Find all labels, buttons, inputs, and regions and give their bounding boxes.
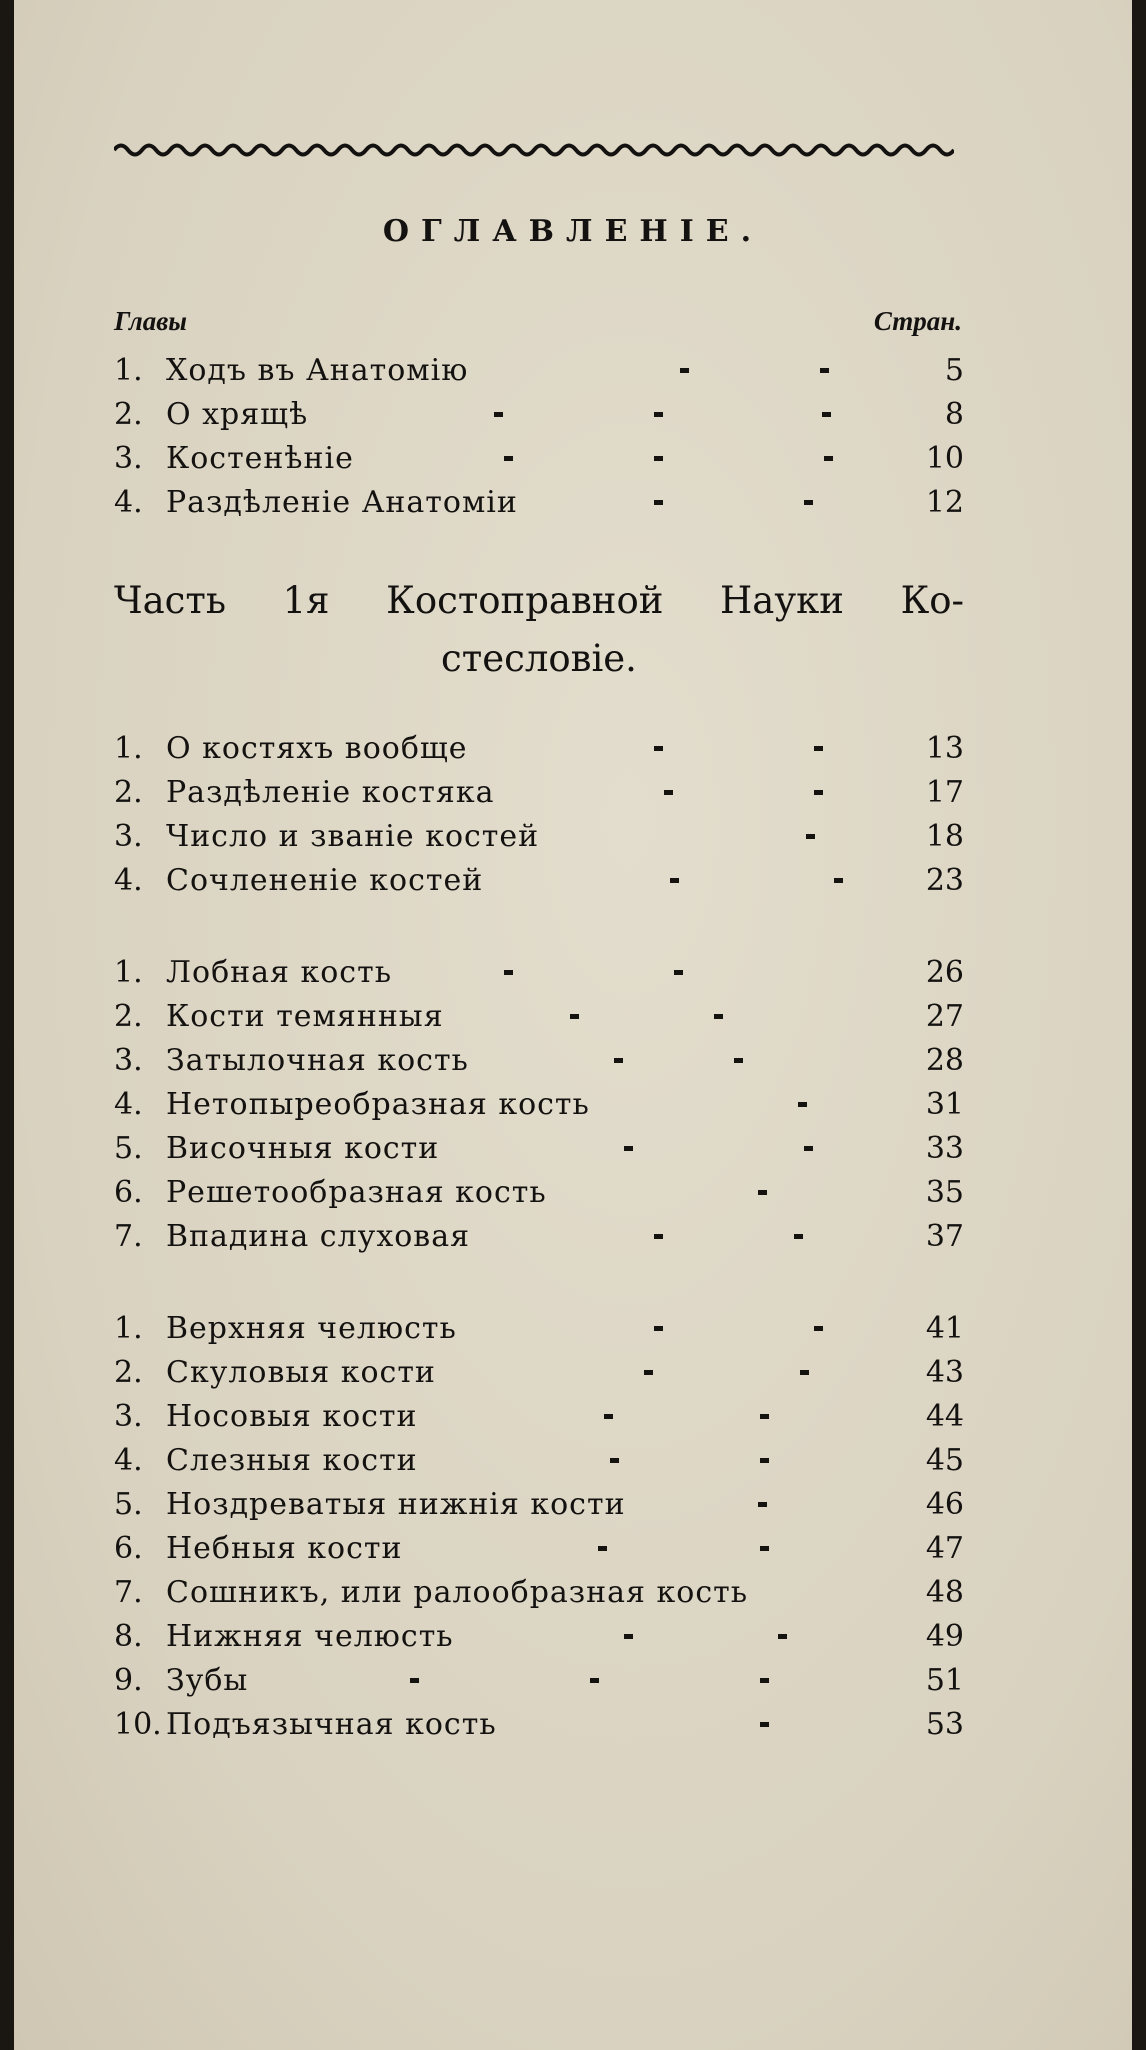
entry-number: 1. bbox=[114, 955, 143, 990]
toc-entry bbox=[114, 772, 964, 814]
entry-title: Нетопыреобразная кость bbox=[166, 1087, 590, 1122]
entry-number: 7. bbox=[114, 1575, 143, 1610]
entry-number: 9. bbox=[114, 1663, 143, 1698]
entry-number: 6. bbox=[114, 1175, 143, 1210]
toc-entry bbox=[114, 438, 964, 480]
toc-entry bbox=[114, 1660, 964, 1702]
entry-title: Впадина слуховая bbox=[166, 1219, 471, 1254]
entry-number: 6. bbox=[114, 1531, 143, 1566]
book-page bbox=[14, 0, 1132, 2050]
toc-entry bbox=[114, 1484, 964, 1526]
toc-entry bbox=[114, 996, 964, 1038]
entry-number: 7. bbox=[114, 1219, 143, 1254]
entry-title: Подъязычная кость bbox=[166, 1707, 497, 1742]
toc-entry bbox=[114, 816, 964, 858]
entry-number: 3. bbox=[114, 819, 143, 854]
toc-entry bbox=[114, 1704, 964, 1746]
decorative-rule bbox=[114, 136, 954, 164]
entry-page: 28 bbox=[925, 1043, 964, 1078]
entry-number: 2. bbox=[114, 1355, 143, 1390]
entry-number: 10. bbox=[114, 1707, 162, 1742]
chapters-column-label: Главы bbox=[114, 306, 188, 336]
entry-page: 49 bbox=[925, 1619, 964, 1654]
entry-title: Костенѣніе bbox=[166, 441, 354, 476]
entry-number: 5. bbox=[114, 1487, 143, 1522]
toc-entry bbox=[114, 1440, 964, 1482]
toc-entry bbox=[114, 1396, 964, 1438]
toc-entry bbox=[114, 1128, 964, 1170]
entry-title: Височныя кости bbox=[166, 1131, 440, 1166]
entry-title: Сошникъ, или ралообразная кость bbox=[166, 1575, 749, 1610]
page-heading: ОГЛАВЛЕНІЕ. bbox=[382, 214, 764, 249]
entry-page: 43 bbox=[925, 1355, 964, 1390]
entry-page: 10 bbox=[925, 441, 964, 476]
entry-title: Носовыя кости bbox=[166, 1399, 418, 1434]
entry-title: Зубы bbox=[166, 1663, 249, 1698]
entry-number: 5. bbox=[114, 1131, 143, 1166]
entry-page: 8 bbox=[944, 397, 964, 432]
entry-number: 4. bbox=[114, 1443, 143, 1478]
entry-number: 4. bbox=[114, 863, 143, 898]
toc-entry bbox=[114, 1528, 964, 1570]
entry-page: 45 bbox=[925, 1443, 964, 1478]
entry-title: Слезныя кости bbox=[166, 1443, 418, 1478]
toc-entry bbox=[114, 1172, 964, 1214]
toc-entry bbox=[114, 860, 964, 902]
toc-entry bbox=[114, 1084, 964, 1126]
entry-page: 46 bbox=[925, 1487, 964, 1522]
entry-number: 2. bbox=[114, 397, 143, 432]
entry-number: 3. bbox=[114, 1043, 143, 1078]
entry-title: О костяхъ вообще bbox=[166, 731, 468, 766]
toc-entry bbox=[114, 1572, 964, 1614]
entry-page: 47 bbox=[925, 1531, 964, 1566]
entry-page: 41 bbox=[925, 1311, 964, 1346]
entry-page: 5 bbox=[944, 353, 964, 388]
entry-number: 8. bbox=[114, 1619, 143, 1654]
entry-number: 4. bbox=[114, 485, 143, 520]
entry-page: 23 bbox=[925, 863, 964, 898]
entry-number: 3. bbox=[114, 1399, 143, 1434]
toc-entry bbox=[114, 1308, 964, 1350]
section-heading bbox=[114, 572, 964, 688]
entry-page: 17 bbox=[925, 775, 964, 810]
entry-page: 31 bbox=[925, 1087, 964, 1122]
entry-title: Затылочная кость bbox=[166, 1043, 469, 1078]
entry-page: 33 bbox=[925, 1131, 964, 1166]
entry-page: 13 bbox=[925, 731, 964, 766]
toc-entry bbox=[114, 1616, 964, 1658]
entry-title: Сочлененіе костей bbox=[166, 863, 484, 898]
entry-number: 1. bbox=[114, 731, 143, 766]
entry-page: 44 bbox=[925, 1399, 964, 1434]
toc-entry bbox=[114, 394, 964, 436]
entry-title: Скуловыя кости bbox=[166, 1355, 436, 1390]
toc-entry bbox=[114, 482, 964, 524]
entry-page: 53 bbox=[925, 1707, 964, 1742]
entry-title: Раздѣленіе Анатоміи bbox=[166, 485, 518, 520]
entry-number: 3. bbox=[114, 441, 143, 476]
entry-number: 2. bbox=[114, 775, 143, 810]
entry-title: Небныя кости bbox=[166, 1531, 403, 1566]
entry-title: О хрящѣ bbox=[166, 397, 309, 432]
entry-title: Решетообразная кость bbox=[166, 1175, 547, 1210]
entry-title: Ноздреватыя нижнія кости bbox=[166, 1487, 626, 1522]
entry-page: 48 bbox=[925, 1575, 964, 1610]
entry-title: Нижняя челюсть bbox=[166, 1619, 454, 1654]
entry-page: 35 bbox=[925, 1175, 964, 1210]
entry-title: Верхняя челюсть bbox=[166, 1311, 457, 1346]
entry-number: 2. bbox=[114, 999, 143, 1034]
pages-column-label: Стран. bbox=[873, 306, 962, 336]
toc-entry bbox=[114, 1352, 964, 1394]
toc-entry bbox=[114, 350, 964, 392]
section-heading-line-2: стесловіе. bbox=[441, 637, 637, 680]
entry-title: Число и званіе костей bbox=[166, 819, 540, 854]
entry-number: 4. bbox=[114, 1087, 143, 1122]
entry-page: 18 bbox=[925, 819, 964, 854]
entry-number: 1. bbox=[114, 1311, 143, 1346]
entry-number: 1. bbox=[114, 353, 143, 388]
entry-title: Раздѣленіе костяка bbox=[166, 775, 495, 810]
entry-page: 27 bbox=[925, 999, 964, 1034]
section-heading-line-1: Часть 1я Костоправной Науки Ко- bbox=[114, 579, 964, 622]
toc-entry bbox=[114, 728, 964, 770]
entry-title: Ходъ въ Анатомію bbox=[166, 353, 469, 388]
entry-page: 12 bbox=[925, 485, 964, 520]
toc-entry bbox=[114, 1216, 964, 1258]
entry-title: Лобная кость bbox=[166, 955, 393, 990]
entry-title: Кости темянныя bbox=[166, 999, 444, 1034]
entry-page: 37 bbox=[925, 1219, 964, 1254]
toc-entry bbox=[114, 952, 964, 994]
entry-page: 26 bbox=[925, 955, 964, 990]
toc-entry bbox=[114, 1040, 964, 1082]
entry-page: 51 bbox=[925, 1663, 964, 1698]
